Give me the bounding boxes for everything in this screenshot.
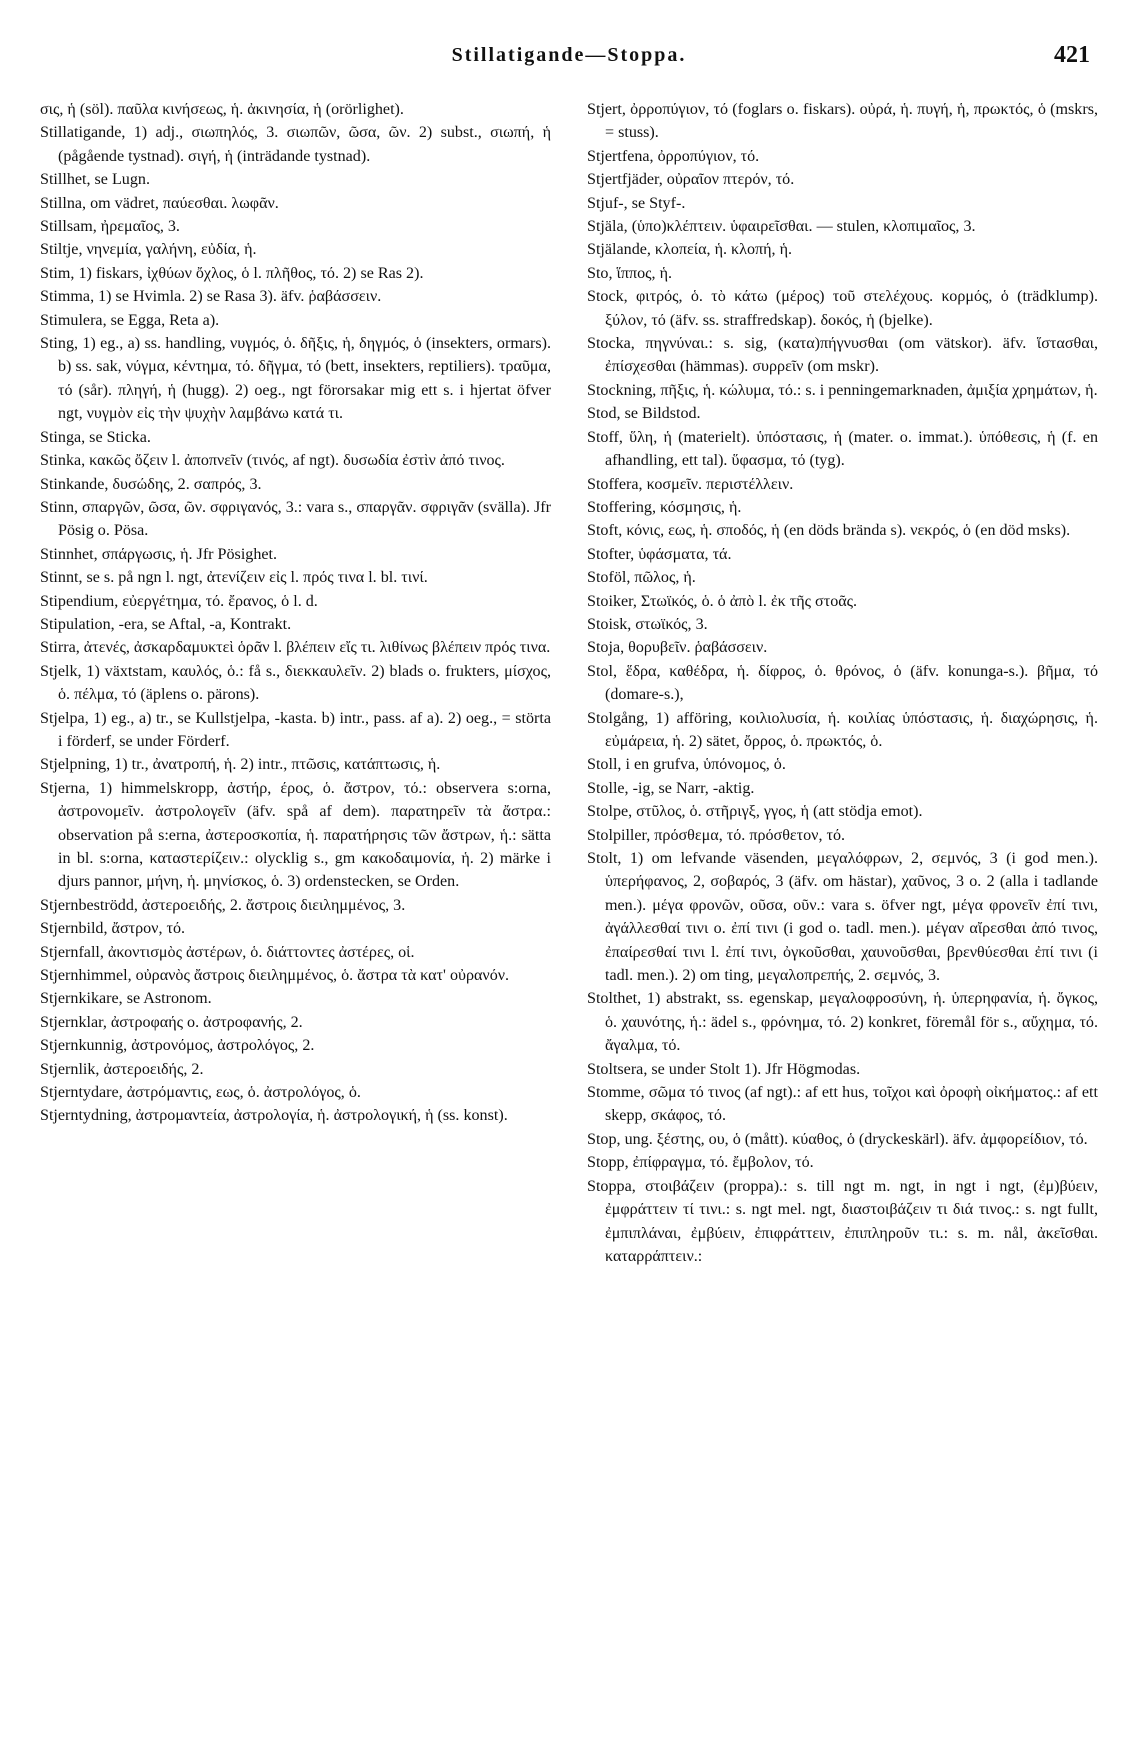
dictionary-entry: Stirra, ἀτενές, ἀσκαρδαμυκτεὶ ὁρᾶν l. βλέπειν εἴς τι. λιθίνως βλέπειν πρός τινα. (40, 639, 551, 657)
dictionary-entry: Stjert, ὀρροπύγιον, τό (foglars o. fiskars). οὐρά, ἡ. πυγή, ἡ, πρωκτός, ὁ (mskrs, = stuss). (587, 101, 1098, 142)
dictionary-entry: Sting, 1) eg., a) ss. handling, νυγμός, ὁ. δῆξις, ἡ, δηγμός, ὁ (insekters, ormars). b) ss. sak, νύγμα, κέντημα, τό. δῆγμα, τό (bett, insekters, reptiliers). τραῦμα, τό (sår). πληγή, ἡ (hugg). 2) oeg., ngt förorsakar mig ett s. i hjertat öfver ngt, νυγμὸν εἰς τὴν ψυχὴν λαμβάνω κατά τι. (40, 335, 551, 423)
dictionary-entry: Stoff, ὕλη, ἡ (materielt). ὑπόστασις, ἡ (mater. o. immat.). ὑπόθεσις, ἡ (f. en afhandling, ett tal). ὕφασμα, τό (tyg). (587, 428, 1098, 470)
dictionary-entry: Stjertfena, ὀρροπύγιον, τό. (587, 147, 760, 165)
dictionary-entry: Stjernkikare, se Astronom. (40, 990, 212, 1008)
dictionary-entry: Stjernfall, ἀκοντισμὸς ἀστέρων, ὁ. διάττοντες ἀστέρες, οἱ. (40, 943, 415, 961)
dictionary-entry: Stolt, 1) om lefvande väsenden, μεγαλόφρων, 2, σεμνός, 3 (i god men.). ὑπερήφανος, 2, σοβαρός, 3 (äfv. om hästar), χαῦνος, 3 o. 2 (alla i tadlande men.). μέγα φρονῶν, οῦσα, οῦν.: vara s. öfver ngt, μέγα φρονεῖν ἐπί τινι, ἀγάλλεσθαί τινι o. ἐπί τινι (i god o. tadl. men.). μέγαν αἴρεσθαι ἀπό τινος, ἐπαίρεσθαί τινι l. ἐπί τινι, ὀγκοῦσθαι, χαυνοῦσθαι, βρενθύεσθαι ἐπί τινι (i tadl. men.). 2) om ting, μεγαλοπρεπής, 2. σεμνός, 3. (587, 850, 1098, 985)
dictionary-entry: Stoja, θορυβεῖν. ῥαβάσσειν. (587, 639, 768, 657)
dictionary-entry: Stoppa, στοιβάζειν (proppa).: s. till ngt m. ngt, in ngt i ngt, (ἐμ)βύειν, ἐμφράττειν τί τινι.: s. ngt mel. ngt, διαστοιβάζειν τι διά τινος.: s. ngt fullt, ἐμπιπλάναι, ἐμβύειν, ἐπιφράττειν, ἐπιπληροῦν τι.: s. m. nål, ἀκεῖσθαι. καταρράπτειν.: (587, 1177, 1098, 1265)
dictionary-entry: Stillatigande, 1) adj., σιωπηλός, 3. σιωπῶν, ῶσα, ῶν. 2) subst., σιωπή, ἡ (pågående tystnad). σιγή, ἡ (inträdande tystnad). (40, 124, 551, 165)
dictionary-entry: Stjuf-, se Styf-. (587, 194, 686, 212)
dictionary-entry: Stinn, σπαργῶν, ῶσα, ῶν. σφριγανός, 3.: vara s., σπαργᾶν. σφριγᾶν (svälla). Jfr Pösig o. Pösa. (40, 498, 551, 540)
dictionary-entry: Stolle, -ig, se Narr, -aktig. (587, 779, 755, 797)
dictionary-entry: Sto, ἵππος, ἡ. (587, 264, 673, 282)
dictionary-entry: Stop, ung. ξέστης, ου, ὁ (mått). κύαθος, ὁ (dryckeskärl). äfv. ἀμφορείδιον, τό. (587, 1130, 1088, 1148)
running-head: Stillatigande—Stoppa. (451, 44, 687, 66)
dictionary-entry: Stimma, 1) se Hvimla. 2) se Rasa 3). äfv. ῥαβάσσειν. (40, 288, 382, 306)
dictionary-entry: Stock, φιτρός, ὁ. τὸ κάτω (μέρος) τοῦ στελέχους. κορμός, ὁ (trädklump). ξύλον, τό (äfv. ss. straffredskap). δοκός, ἡ (bjelke). (587, 288, 1098, 329)
dictionary-entry: σις, ἡ (söl). παῦλα κινήσεως, ἡ. ἀκινησία, ἡ (orörlighet). (40, 101, 404, 118)
dictionary-entry: Stolthet, 1) abstrakt, ss. egenskap, μεγαλοφροσύνη, ἡ. ὑπερηφανία, ἡ. ὄγκος, ὁ. χαυνότης, ἡ.: ädel s., φρόνημα, τό. 2) konkret, föremål för s., αὔχημα, τό. ἄγαλμα, τό. (587, 990, 1098, 1055)
dictionary-entry: Stopp, ἐπίφραγμα, τό. ἔμβολον, τό. (587, 1154, 814, 1172)
dictionary-entry: Stjernklar, ἀστροφαής o. ἀστροφανής, 2. (40, 1013, 303, 1031)
dictionary-entry: Stolpe, στῦλος, ὁ. στῆριγξ, γγος, ἡ (att stödja emot). (587, 803, 923, 821)
dictionary-entry: Stinnhet, σπάργωσις, ἡ. Jfr Pösighet. (40, 545, 278, 563)
dictionary-entry: Stinkande, δυσώδης, 2. σαπρός, 3. (40, 475, 262, 493)
dictionary-entry: Stjernkunnig, ἀστρονόμος, ἀστρολόγος, 2. (40, 1037, 315, 1055)
dictionary-entry: Stoft, κόνις, εως, ἡ. σποδός, ἡ (en döds brända s). νεκρός, ὁ (en död msks). (587, 522, 1071, 540)
dictionary-entry: Stillhet, se Lugn. (40, 171, 150, 189)
dictionary-entry: Stoisk, στωϊκός, 3. (587, 615, 708, 633)
dictionary-entry: Stoföl, πῶλος, ἡ. (587, 569, 696, 587)
dictionary-entry: Stoffera, κοσμεῖν. περιστέλλειν. (587, 475, 794, 493)
dictionary-entry: Stiltje, νηνεμία, γαλήνη, εὐδία, ἡ. (40, 241, 257, 259)
dictionary-entry: Stoltsera, se under Stolt 1). Jfr Högmodas. (587, 1060, 861, 1078)
dictionary-entry: Stofter, ὑφάσματα, τά. (587, 545, 732, 563)
dictionary-entry: Stjernlik, ἀστεροειδής, 2. (40, 1060, 204, 1078)
columns (40, 98, 1098, 1268)
dictionary-entry: Stinnt, se s. på ngn l. ngt, ἀτενίζειν εἰς l. πρός τινα l. bl. τινί. (40, 569, 428, 587)
dictionary-entry: Stjernhimmel, οὐρανὸς ἄστροις διειλημμένος, ὁ. ἄστρα τὰ κατ' οὐρανόν. (40, 967, 510, 985)
dictionary-entry: Stjelk, 1) växtstam, καυλός, ὁ.: få s., διεκκαυλεῖν. 2) blads o. frukters, μίσχος, ὁ. πέλμα, τό (äplens o. pärons). (40, 662, 551, 704)
dictionary-entry: Stimulera, se Egga, Reta a). (40, 311, 220, 329)
dictionary-entry: Stillsam, ἠρεμαῖος, 3. (40, 218, 180, 236)
dictionary-entry: Stocka, πηγνύναι.: s. sig, (κατα)πήγνυσθαι (om vätskor). äfv. ἵστασθαι, ἐπίσχεσθαι (hämmas). συρρεῖν (om mskr). (587, 335, 1098, 376)
dictionary-entry: Stim, 1) fiskars, ἰχθύων ὄχλος, ὁ l. πλῆθος, τό. 2) se Ras 2). (40, 264, 424, 282)
dictionary-entry: Stolpiller, πρόσθεμα, τό. πρόσθετον, τό. (587, 826, 846, 844)
dictionary-entry: Stjelpning, 1) tr., ἀνατροπή, ἡ. 2) intr., πτῶσις, κατάπτωσις, ἡ. (40, 756, 441, 774)
dictionary-entry: Stod, se Bildstod. (587, 405, 701, 423)
dictionary-entry: Stjelpa, 1) eg., a) tr., se Kullstjelpa, -kasta. b) intr., pass. af a). 2) oeg., = störta i förderf, se under Förderf. (40, 709, 551, 750)
dictionary-entry: Stjertfjäder, οὐραῖον πτερόν, τό. (587, 171, 795, 189)
dictionary-entry: Stoiker, Στωϊκός, ὁ. ὁ ἀπὸ l. ἐκ τῆς στοᾶς. (587, 592, 858, 610)
dictionary-entry: Stolgång, 1) afföring, κοιλιολυσία, ἡ. κοιλίας ὑπόστασις, ἡ. διαχώρησις, ἡ. εὐμάρεια, ἡ. 2) sätet, ὄρρος, ὁ. πρωκτός, ὁ. (587, 709, 1098, 750)
dictionary-entry: Stipulation, -era, se Aftal, -a, Kontrakt. (40, 615, 292, 633)
dictionary-entry: Stjerntydning, ἀστρομαντεία, ἀστρολογία, ἡ. ἀστρολογική, ἡ (ss. konst). (40, 1107, 508, 1125)
dictionary-entry: Stomme, σῶμα τό τινος (af ngt).: af ett hus, τοῖχοι καὶ ὀροφὴ οἰκήματος.: af ett skepp, σκάφος, τό. (587, 1084, 1098, 1125)
left-column (40, 98, 551, 1268)
page-header (40, 44, 1098, 84)
dictionary-entry: Stockning, πῆξις, ἡ. κώλυμα, τό.: s. i penningemarknaden, ἀμιξία χρημάτων, ἡ. (587, 381, 1098, 399)
dictionary-entry: Stjernbeströdd, ἀστεροειδής, 2. ἄστροις διειλημμένος, 3. (40, 896, 406, 914)
right-column (587, 98, 1098, 1268)
dictionary-entry: Stillna, om vädret, παύεσθαι. λωφᾶν. (40, 194, 279, 212)
dictionary-entry: Stoffering, κόσμησις, ἡ. (587, 498, 742, 516)
dictionary-entry: Stjerna, 1) himmelskropp, ἀστήρ, έρος, ὁ. ἄστρον, τό.: observera s:orna, ἀστρονομεῖν. ἀστρολογεῖν (äfv. spå af dem). παρατηρεῖν τὰ ἄστρα.: observation på s:erna, ἀστεροσκοπία, ἡ. παρατήρησις τῶν ἄστρων, ἡ.: sätta in bl. s:orna, καταστερίζειν.: olycklig s., gm κακοδαιμονία, ἡ. 2) märke i djurs pannor, μήνη, ἡ. μηνίσκος, ὁ. 3) ordenstecken, se Orden. (40, 779, 551, 891)
page-number: 421 (1054, 42, 1090, 68)
dictionary-entry: Stol, ἕδρα, καθέδρα, ἡ. δίφρος, ὁ. θρόνος, ὁ (äfv. konunga-s.). βῆμα, τό (domare-s.), (587, 662, 1098, 704)
dictionary-entry: Stipendium, εὐεργέτημα, τό. ἔρανος, ὁ l. d. (40, 592, 318, 610)
dictionary-entry: Stoll, i en grufva, ὑπόνομος, ὁ. (587, 756, 786, 774)
dictionary-entry: Stjälande, κλοπεία, ἡ. κλοπή, ἡ. (587, 241, 793, 259)
dictionary-entry: Stinga, se Sticka. (40, 428, 151, 446)
dictionary-entry: Stjäla, (ὑπο)κλέπτειν. ὑφαιρεῖσθαι. — stulen, κλοπιμαῖος, 3. (587, 218, 976, 236)
dictionary-entry: Stjerntydare, ἀστρόμαντις, εως, ὁ. ἀστρολόγος, ὁ. (40, 1084, 361, 1102)
dictionary-entry: Stjernbild, ἄστρον, τό. (40, 920, 186, 938)
dictionary-entry: Stinka, κακῶς ὄζειν l. ἀποπνεῖν (τινός, af ngt). δυσωδία ἐστὶν ἀπό τινος. (40, 452, 505, 470)
